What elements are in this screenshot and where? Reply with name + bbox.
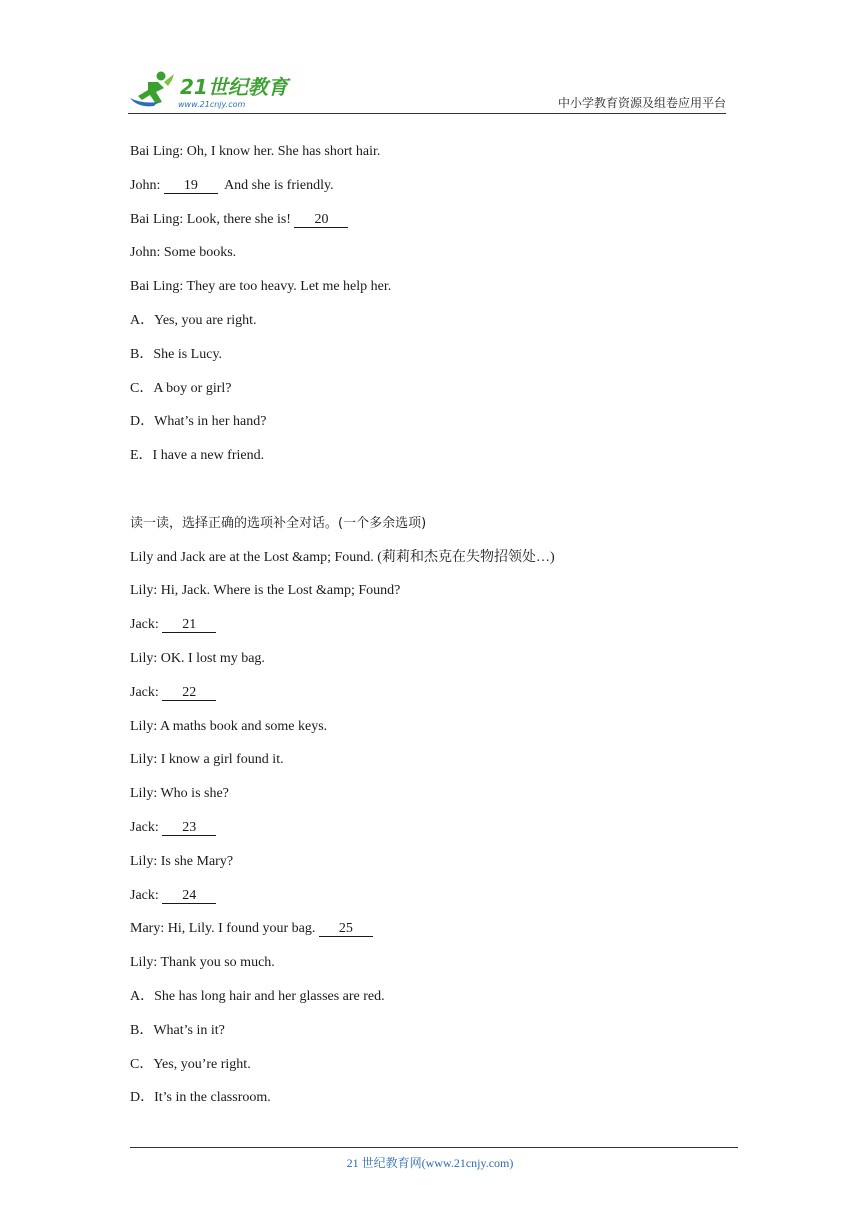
dialogue-text: Lily: OK. I lost my bag. bbox=[130, 650, 265, 666]
dialogue-line bbox=[130, 743, 730, 777]
dialogue-line bbox=[130, 811, 730, 845]
footer-divider bbox=[130, 1147, 738, 1148]
dialogue-line bbox=[130, 236, 730, 270]
dialogue-text: Lily: Is she Mary? bbox=[130, 853, 234, 869]
dialogue-text: Mary: Hi, Lily. I found your bag. bbox=[130, 921, 319, 937]
dialogue-text: Bai Ling: Look, there she is! bbox=[130, 211, 295, 227]
section-intro: Lily and Jack are at the Lost &amp; Found. (莉莉和杰克在失物招领处…) bbox=[130, 549, 555, 565]
answer-option: D．What’s in her hand? bbox=[130, 414, 267, 430]
dialogue-text: John: Some books. bbox=[130, 245, 237, 261]
dialogue-line bbox=[130, 135, 730, 169]
svg-text:www.21cnjy.com: www.21cnjy.com bbox=[178, 100, 246, 109]
header-divider bbox=[128, 113, 726, 114]
section-instruction: 读一读，选择正确的选项补全对话。(一个多余选项) bbox=[130, 515, 427, 531]
answer-option: A．Yes, you are right. bbox=[130, 312, 257, 328]
answer-option: C．Yes, you’re right. bbox=[130, 1056, 251, 1072]
dialogue-line bbox=[130, 710, 730, 744]
dialogue-text: Lily: A maths book and some keys. bbox=[130, 718, 328, 734]
dialogue-text-after: And she is friendly. bbox=[217, 177, 334, 193]
answer-option: B．She is Lucy. bbox=[130, 346, 223, 362]
dialogue-text: Bai Ling: They are too heavy. Let me help her. bbox=[130, 279, 392, 295]
dialogue-text: Lily: Hi, Jack. Where is the Lost &amp; Found? bbox=[130, 583, 401, 599]
dialogue-text: Bai Ling: Oh, I know her. She has short hair. bbox=[130, 144, 381, 159]
dialogue-line bbox=[130, 203, 730, 237]
section-gap bbox=[130, 473, 730, 507]
answer-option: E．I have a new friend. bbox=[130, 448, 265, 464]
dialogue-line bbox=[130, 912, 730, 946]
dialogue-section-2 bbox=[130, 574, 730, 980]
dialogue-line bbox=[130, 676, 730, 710]
dialogue-line bbox=[130, 642, 730, 676]
dialogue-line bbox=[130, 608, 730, 642]
document-body bbox=[130, 135, 730, 1115]
options-section-2 bbox=[130, 980, 730, 1115]
dialogue-text: Lily: I know a girl found it. bbox=[130, 752, 284, 768]
answer-blank[interactable]: 21 bbox=[162, 618, 216, 633]
dialogue-text: John: bbox=[130, 177, 164, 193]
dialogue-line bbox=[130, 169, 730, 203]
answer-blank[interactable]: 19 bbox=[164, 179, 218, 194]
answer-option: C．A boy or girl? bbox=[130, 380, 232, 396]
options-section-1 bbox=[130, 304, 730, 473]
answer-option: B．What’s in it? bbox=[130, 1022, 225, 1038]
dialogue-line bbox=[130, 946, 730, 980]
answer-option: D．It’s in the classroom. bbox=[130, 1090, 271, 1106]
answer-option: A．She has long hair and her glasses are red. bbox=[130, 988, 385, 1004]
dialogue-text: Jack: bbox=[130, 617, 163, 633]
platform-name: 中小学教育资源及组卷应用平台 bbox=[557, 96, 726, 110]
dialogue-text: Jack: bbox=[130, 887, 163, 903]
dialogue-text: Jack: bbox=[130, 819, 163, 835]
dialogue-text: Lily: Who is she? bbox=[130, 786, 229, 802]
dialogue-text: Lily: Thank you so much. bbox=[130, 955, 275, 971]
dialogue-line bbox=[130, 777, 730, 811]
dialogue-line bbox=[130, 270, 730, 304]
page-header bbox=[128, 62, 726, 114]
answer-blank[interactable]: 23 bbox=[162, 821, 216, 836]
answer-blank[interactable]: 20 bbox=[294, 213, 348, 228]
svg-text:21世纪教育: 21世纪教育 bbox=[180, 75, 288, 99]
answer-blank[interactable]: 22 bbox=[162, 686, 216, 701]
dialogue-line bbox=[130, 879, 730, 913]
dialogue-line bbox=[130, 845, 730, 879]
logo-21cnjy bbox=[128, 68, 298, 112]
dialogue-text: Jack: bbox=[130, 684, 163, 700]
dialogue-section-1 bbox=[130, 135, 730, 304]
answer-blank[interactable]: 25 bbox=[319, 922, 373, 937]
dialogue-line bbox=[130, 574, 730, 608]
answer-blank[interactable]: 24 bbox=[162, 889, 216, 904]
page-footer: 21 世纪教育网(www.21cnjy.com) bbox=[346, 1156, 514, 1170]
